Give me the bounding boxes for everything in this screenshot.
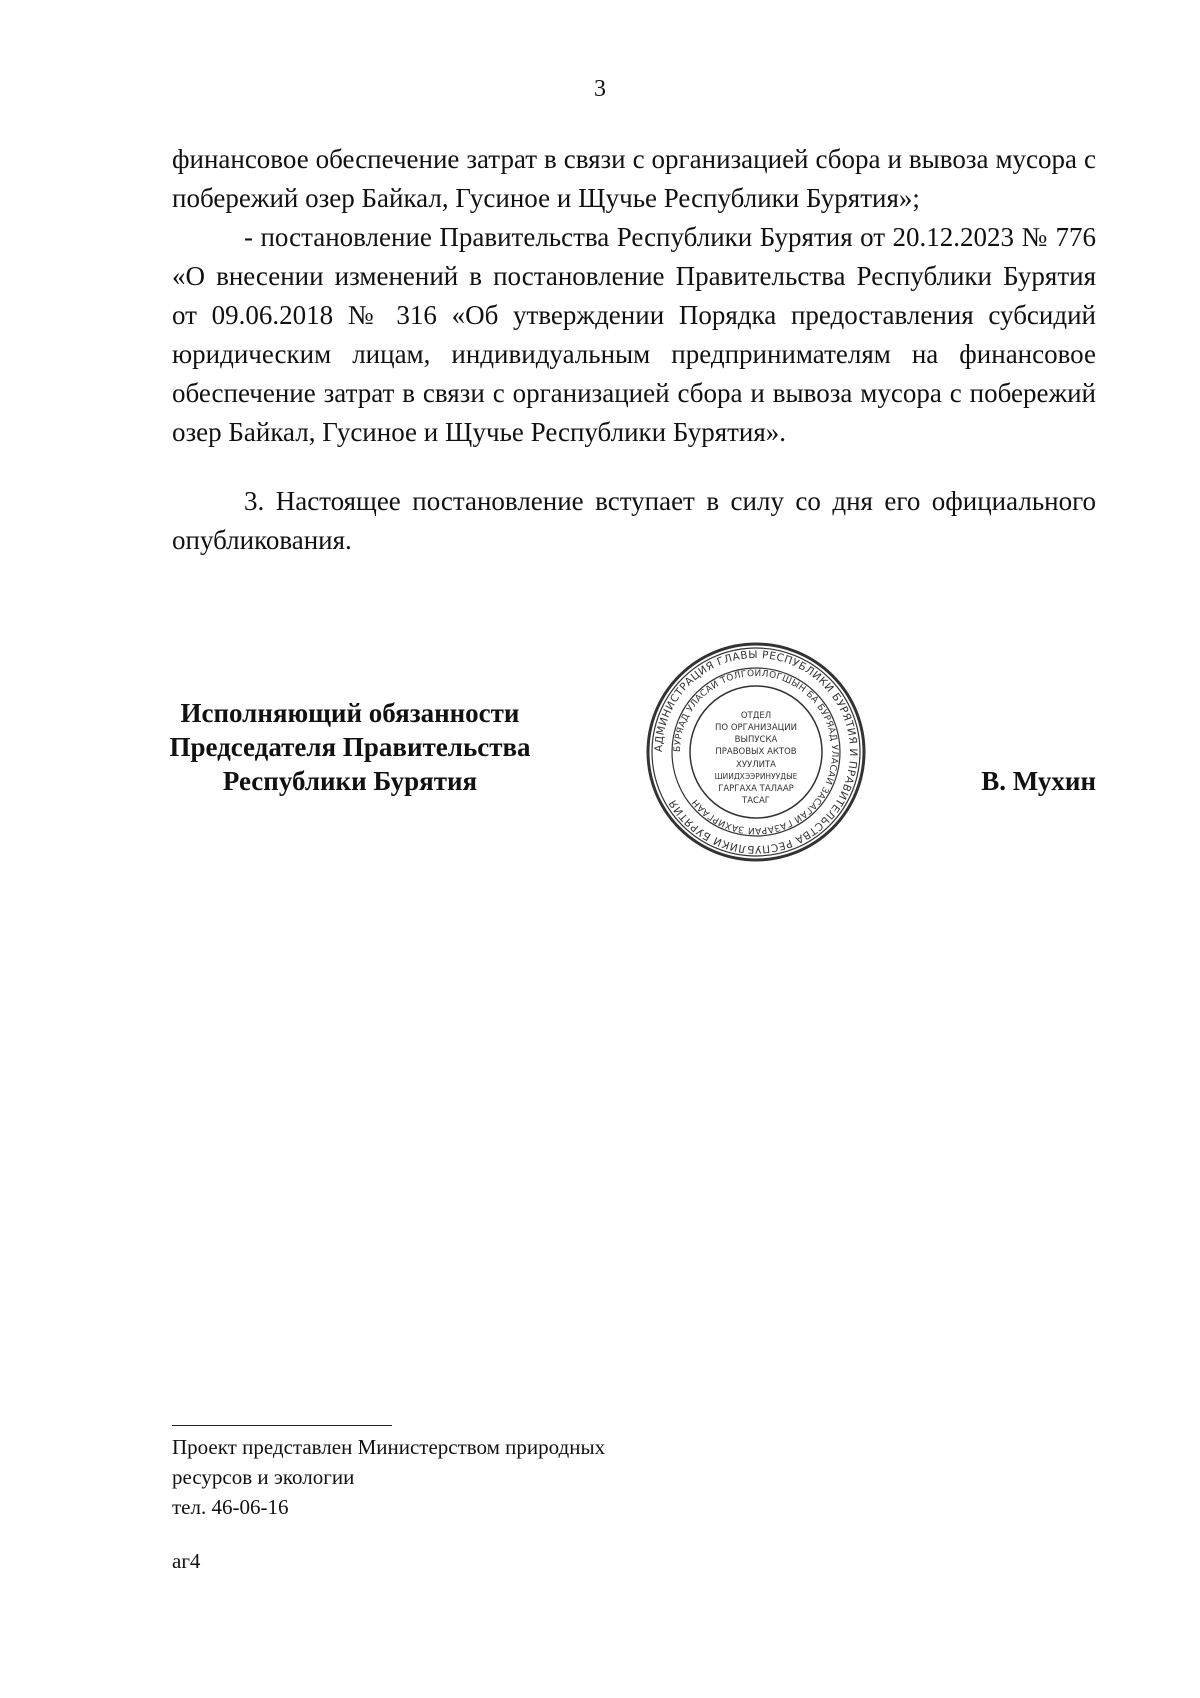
- paragraph-effective-date: 3. Настоящее постановление вступает в силу со дня его официального опубликования.: [172, 486, 1096, 555]
- footnote-line: Проект представлен Министерством природных: [172, 1435, 606, 1459]
- seal-center-line: ВЫПУСКА: [734, 735, 778, 745]
- seal-center-line: ГАРГАХА ТАЛААР: [718, 784, 794, 794]
- signatory-name: В. Мухин: [981, 766, 1096, 796]
- footnote-divider: [172, 1425, 392, 1426]
- signatory-title: [150, 696, 550, 798]
- footnote: [172, 1432, 605, 1522]
- signatory-title-line: Исполняющий обязанности: [180, 698, 520, 728]
- official-seal: [644, 640, 868, 864]
- seal-center-line: ОТДЕЛ: [740, 711, 772, 721]
- paragraph-continuation: финансовое обеспечение затрат в связи с организацией сбора и вывоза мусора с побережий озер Байкал, Гусиное и Щучье Республики Бурятия»;: [172, 144, 1096, 213]
- footnote-line: тел. 46-06-16: [172, 1495, 289, 1519]
- signatory-title-line: Республики Бурятия: [222, 766, 478, 796]
- seal-center-line: ПО ОРГАНИЗАЦИИ: [715, 723, 797, 733]
- paragraph-list-item: - постановление Правительства Республики Бурятия от 20.12.2023 № 776 «О внесении изменений в постановление Правительства Республики Бурятия от 09.06.2018 № 316 «Об утверждении Порядка предоставления субсидий юридическим лицам, индивидуальным предпринимателям на финансовое обеспечение затрат в связи с организацией сбора и вывоза мусора с побережий озер Байкал, Гусиное и Щучье Республики Бурятия».: [172, 222, 1096, 447]
- seal-ring-text: АДМИНИСТРАЦИЯ ГЛАВЫ РЕСПУБЛИКИ БУРЯТИЯ И ПРАВИТЕЛЬСТВА РЕСПУБЛИКИ БУРЯТИЯ: [652, 648, 860, 856]
- document-body: [172, 140, 1096, 560]
- seal-inner-ring-text: БУРЯАД УЛАСАЙ ТОЛГОЙЛОГШЫН БА БУРЯАД УЛАСАЙ ЗАСАГАЙ ГАЗАРАЙ ЗАХИРГААН: [672, 668, 840, 836]
- seal-center-line: ПРАВОВЫХ АКТОВ: [715, 747, 797, 757]
- seal-center-line: ХУУЛИТА: [736, 760, 776, 770]
- signatory-title-line: Председателя Правительства: [169, 732, 531, 762]
- document-code: аг4: [172, 1549, 201, 1573]
- page-number: 3: [594, 76, 606, 102]
- seal-center-line: ТАСАГ: [742, 796, 770, 806]
- footnote-line: ресурсов и экологии: [172, 1465, 355, 1489]
- seal-center-line: ШИИДХЭЭРИНУУДЫЕ: [714, 772, 798, 781]
